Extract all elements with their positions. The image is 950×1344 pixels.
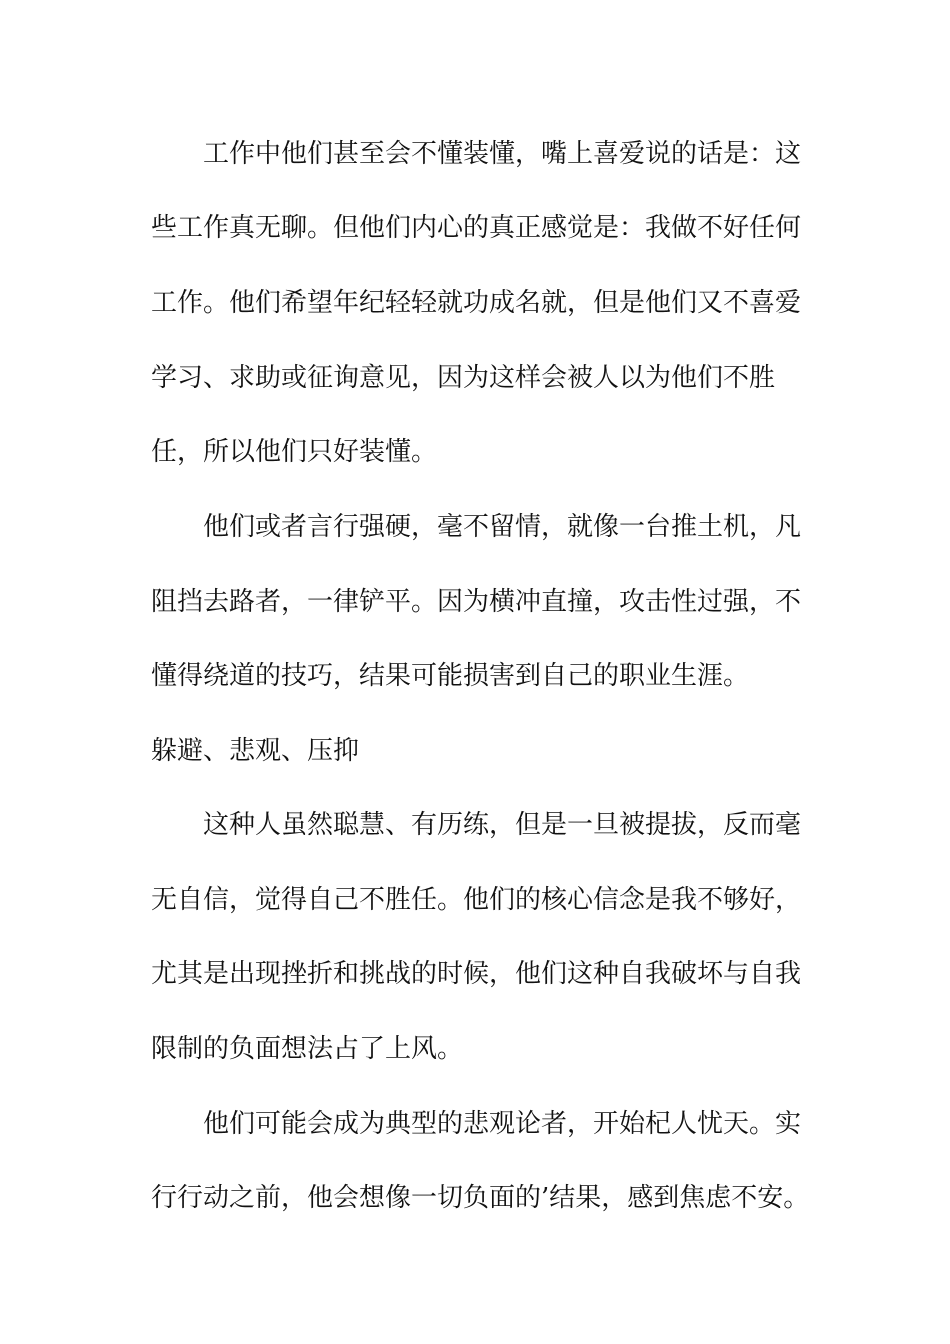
section-heading: 躲避、悲观、压抑 [151,736,360,766]
paragraph-3-line-1: 这种人虽然聪慧、有历练，但是一旦被提拔，反而毫 [203,810,802,840]
paragraph-2-line-2: 阻挡去路者，一律铲平。因为横冲直撞，攻击性过强，不 [151,587,802,617]
paragraph-1-line-4: 学习、求助或征询意见，因为这样会被人以为他们不胜 [151,363,776,393]
paragraph-1-line-5: 任，所以他们只好装懂。 [151,437,438,467]
paragraph-1-line-3: 工作。他们希望年纪轻轻就功成名就，但是他们又不喜爱 [151,288,802,318]
paragraph-2-line-1: 他们或者言行强硬，毫不留情，就像一台推土机，凡 [203,512,802,542]
paragraph-4-line-2: 行行动之前，他会想像一切负面的’结果，感到焦虑不安。 [151,1183,810,1213]
paragraph-3-line-3: 尤其是出现挫折和挑战的时候，他们这种自我破坏与自我 [151,959,802,989]
paragraph-1-line-1: 工作中他们甚至会不懂装懂，嘴上喜爱说的话是：这 [203,139,802,169]
paragraph-3-line-4: 限制的负面想法占了上风。 [151,1034,464,1064]
paragraph-2-line-3: 懂得绕道的技巧，结果可能损害到自己的职业生涯。 [151,661,750,691]
paragraph-1-line-2: 些工作真无聊。但他们内心的真正感觉是：我做不好任何 [151,213,802,243]
paragraph-3-line-2: 无自信，觉得自己不胜任。他们的核心信念是我不够好， [151,885,802,915]
paragraph-4-line-1: 他们可能会成为典型的悲观论者，开始杞人忧天。实 [203,1109,802,1139]
